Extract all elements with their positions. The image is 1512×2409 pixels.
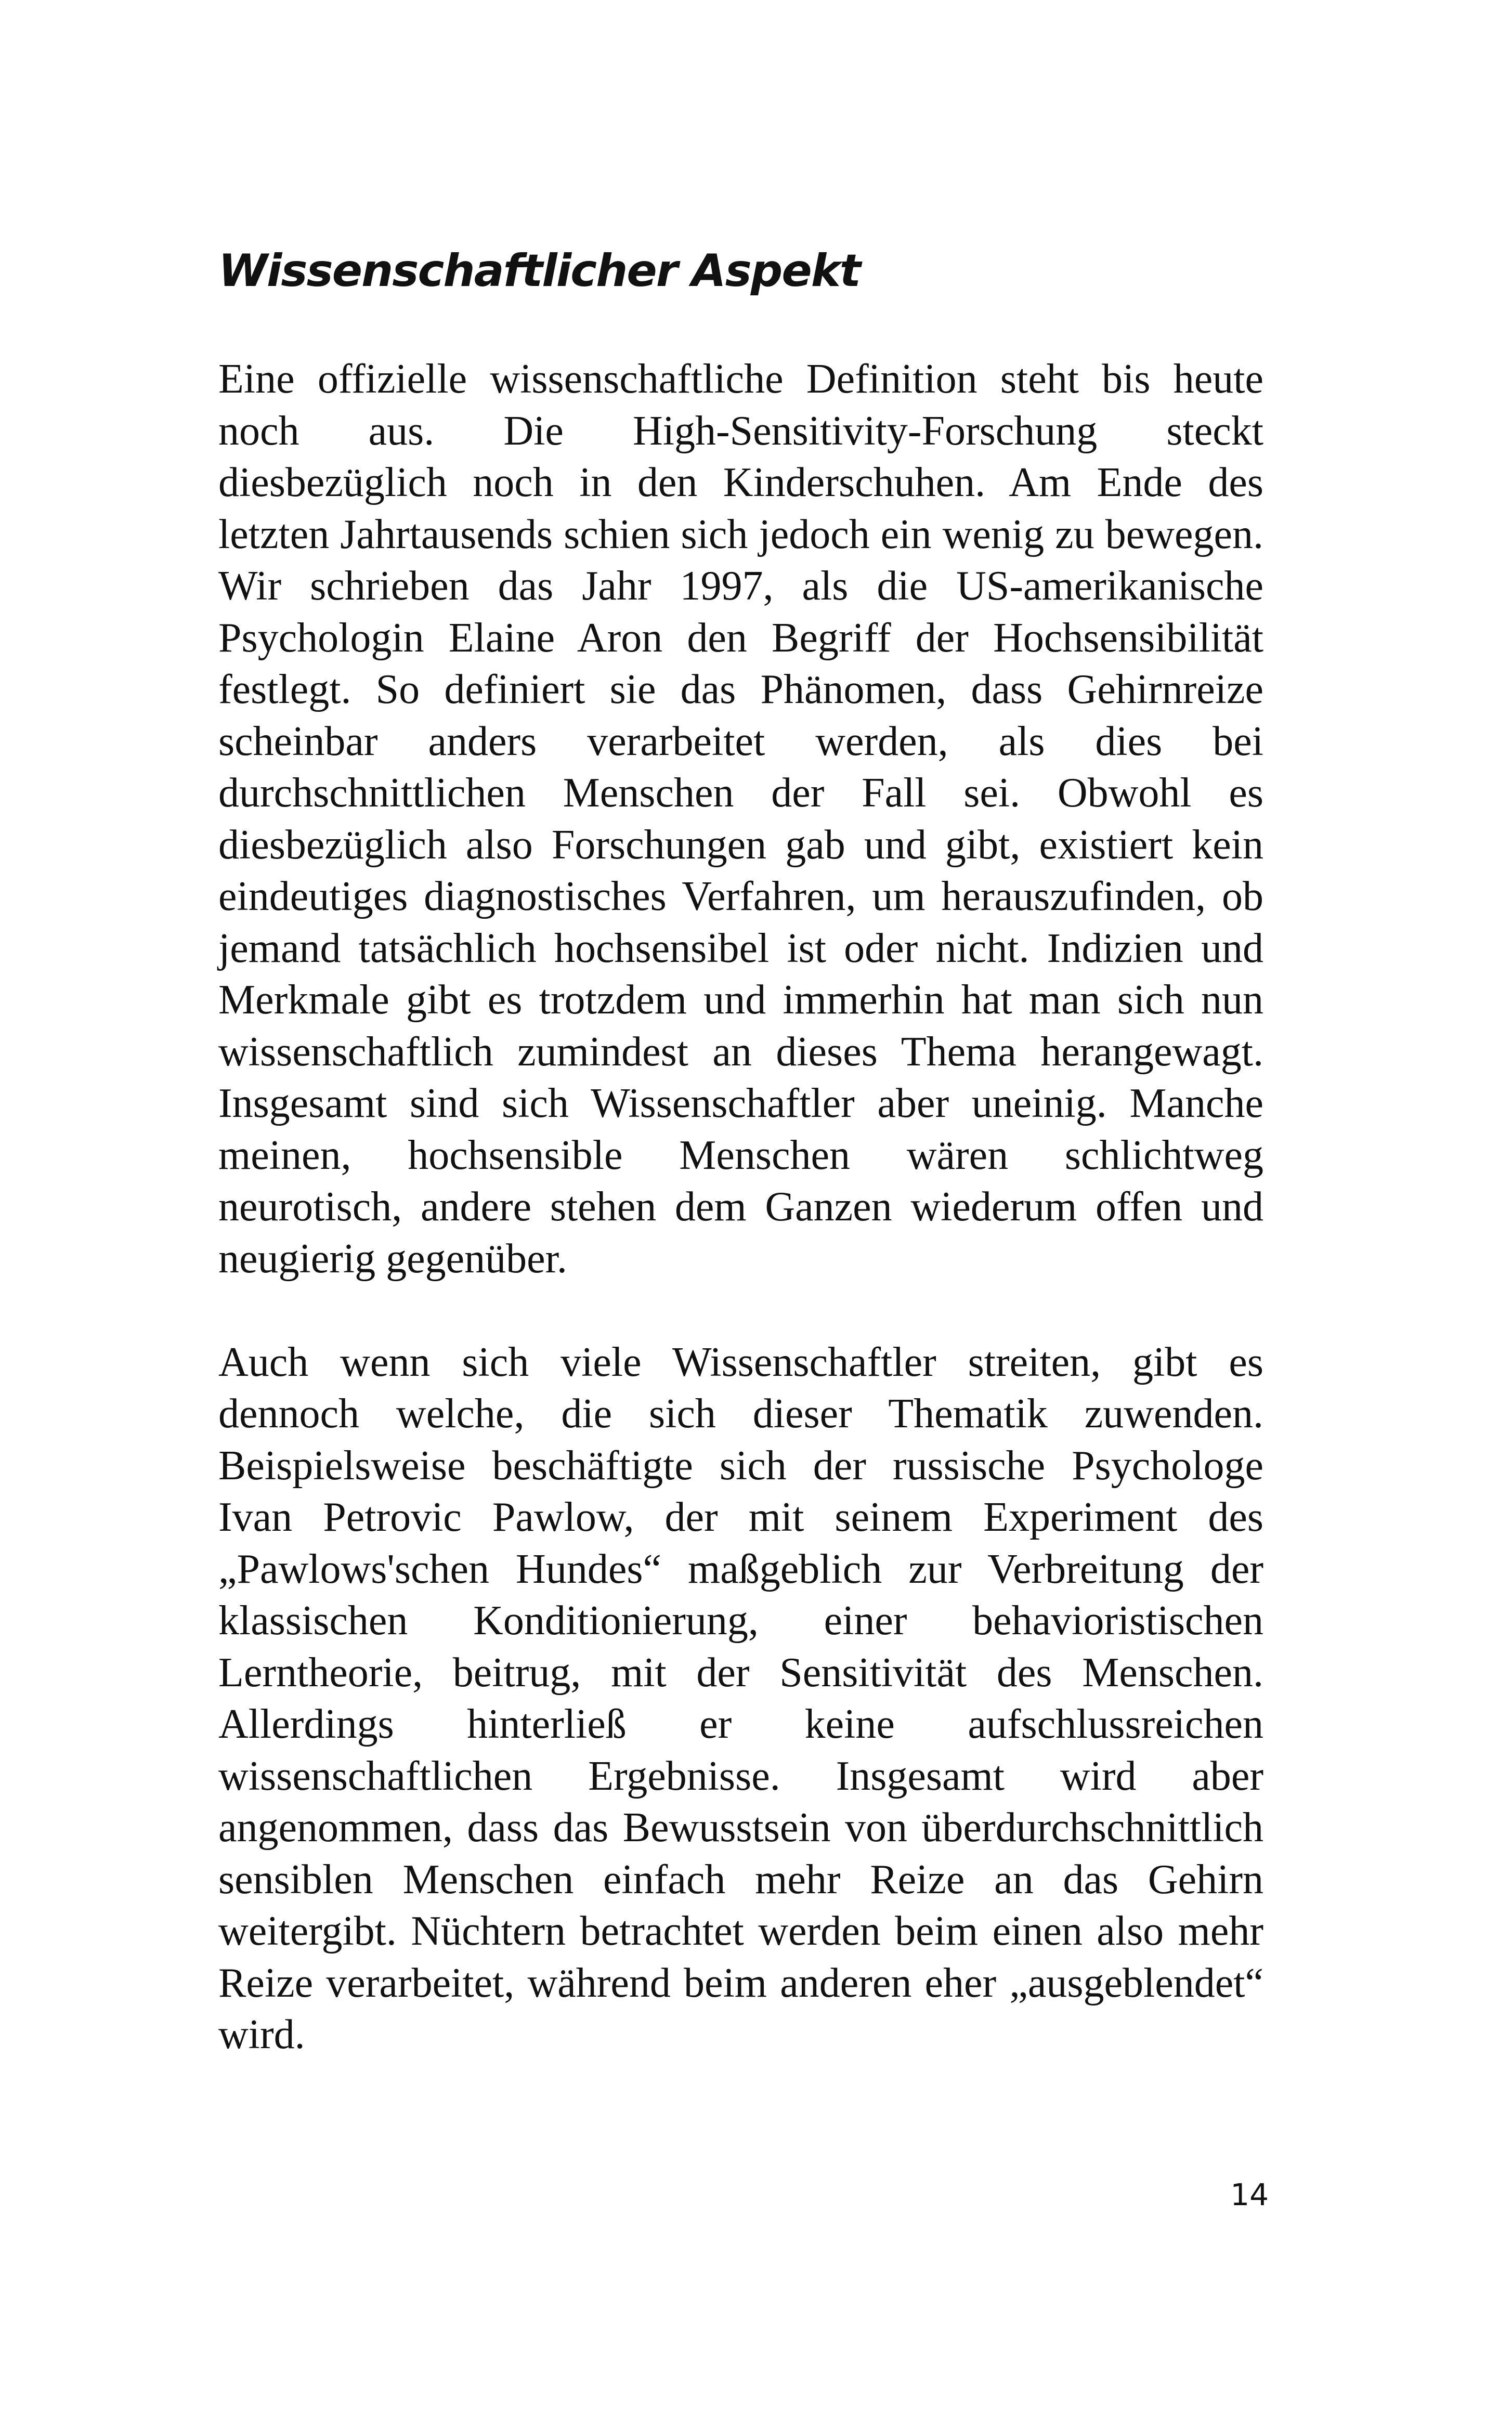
section-heading: Wissenschaftlicher Aspekt [218,245,860,297]
page-number: 14 [1230,2177,1269,2212]
body-text [218,354,1263,2061]
paragraph-2: Auch wenn sich viele Wissenschaftler streiten, gibt es dennoch welche, die sich dieser Thematik zuwenden. Beispielsweise beschäftigte sich der russische Psychologe Ivan Petrovic Pawlow, der mit seinem Experiment des „Pawlows'schen Hundes“ maßgeblich zur Verbreitung der klassischen Konditionierung, einer behavioristischen Lerntheorie, beitrug, mit der Sensitivität des Menschen. Allerdings hinterließ er keine aufschlussreichen wissenschaftlichen Ergebnisse. Insgesamt wird aber angenommen, dass das Bewusstsein von überdurchschnittlich sensiblen Menschen einfach mehr Reize an das Gehirn weitergibt. Nüchtern betrachtet werden beim einen also mehr Reize verarbeitet, während beim anderen eher „ausgeblendet“ wird. [218,1339,1263,2058]
paragraph-1: Eine offizielle wissenschaftliche Definition steht bis heute noch aus. Die High-Sensitivity-Forschung steckt diesbezüglich noch in den Kinderschuhen. Am Ende des letzten Jahrtausends schien sich jedoch ein wenig zu bewegen. Wir schrieben das Jahr 1997, als die US-amerikanische Psychologin Elaine Aron den Begriff der Hochsensibilität festlegt. So definiert sie das Phänomen, dass Gehirnreize scheinbar anders verarbeitet werden, als dies bei durchschnittlichen Menschen der Fall sei. Obwohl es diesbezüglich also Forschungen gab und gibt, existiert kein eindeutiges diagnostisches Verfahren, um herauszufinden, ob jemand tatsächlich hochsensibel ist oder nicht. Indizien und Merkmale gibt es trotzdem und immerhin hat man sich nun wissenschaftlich zumindest an dieses Thema herangewagt. Insgesamt sind sich Wissenschaftler aber uneinig. Manche meinen, hochsensible Menschen wären schlichtweg neurotisch, andere stehen dem Ganzen wiederum offen und neugierig gegenüber. [218,356,1263,1282]
